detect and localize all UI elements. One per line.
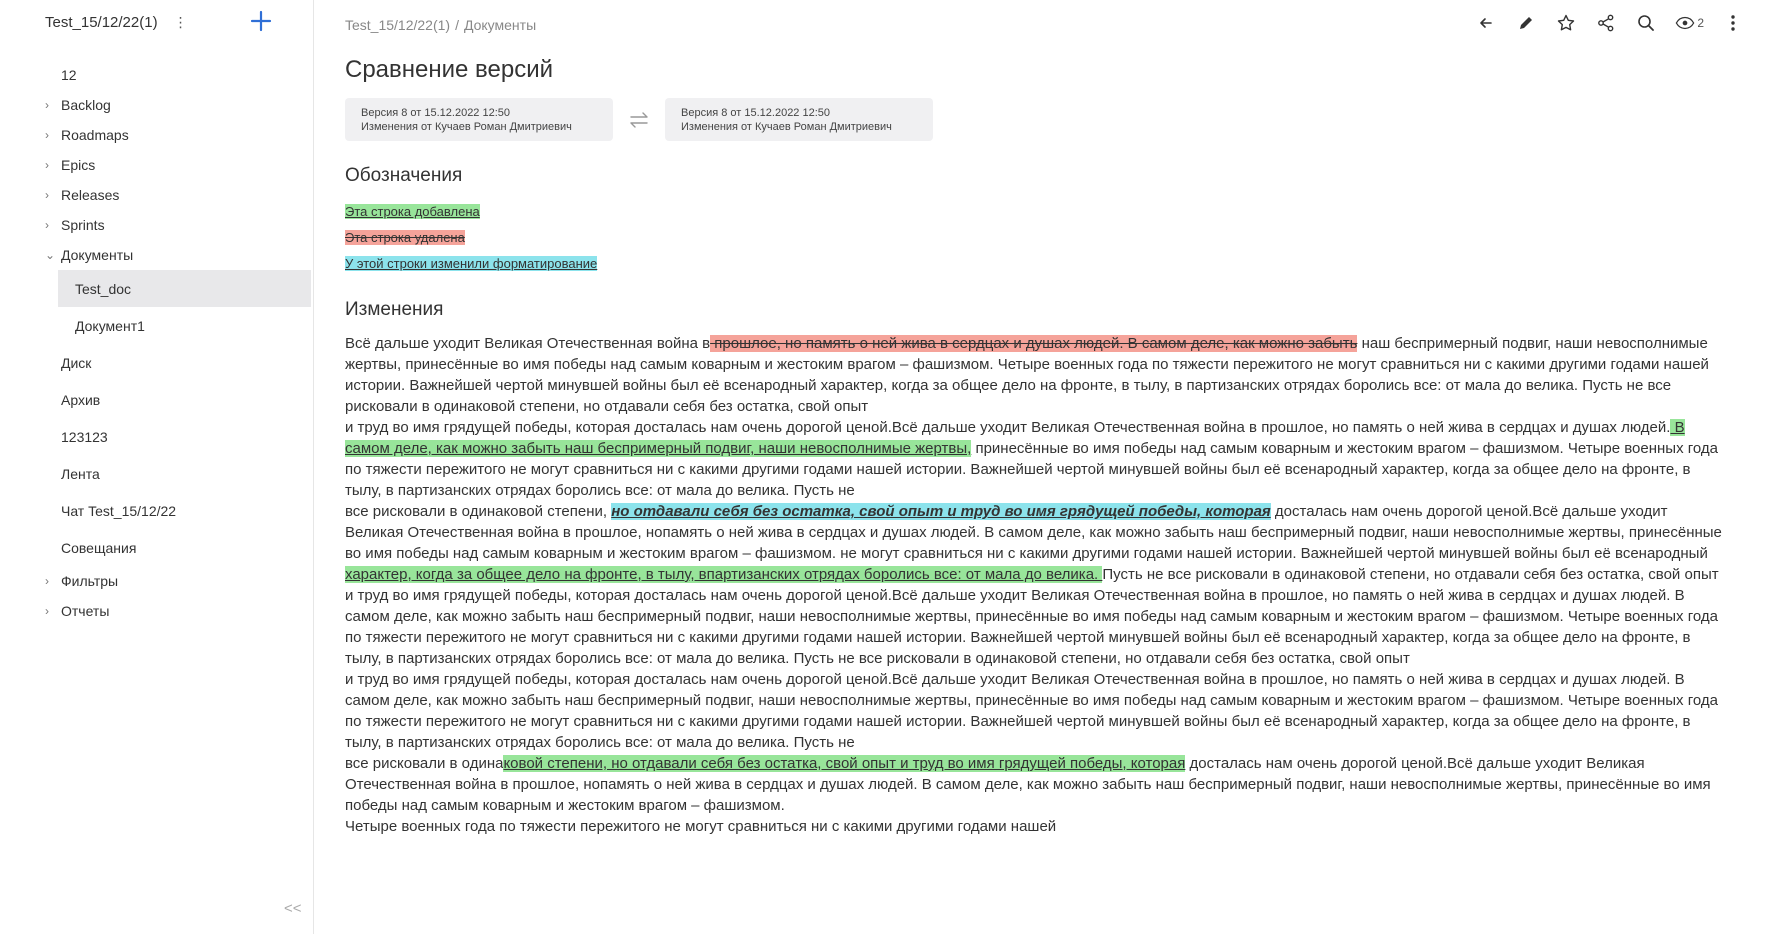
main-content bbox=[314, 0, 1774, 934]
diff-paragraph bbox=[345, 753, 1725, 816]
sidebar-item-reports[interactable] bbox=[0, 596, 313, 626]
sidebar-item-archive[interactable] bbox=[0, 381, 313, 418]
sidebar-nav bbox=[0, 44, 313, 626]
sidebar-item-chat[interactable] bbox=[0, 492, 313, 529]
diff-formatted: но отдавали себя без остатка, свой опыт и труд во имя грядущей победы, которая bbox=[611, 503, 1271, 520]
diff-text: Всё дальше уходит Великая Отечественная война в bbox=[345, 335, 711, 352]
legend-removed bbox=[345, 225, 1744, 251]
legend-title: Обозначения bbox=[345, 165, 463, 186]
eye-icon bbox=[1675, 15, 1695, 31]
version-left-line2: Изменения от Кучаев Роман Дмитриевич bbox=[361, 121, 572, 133]
swap-arrows-icon[interactable] bbox=[627, 108, 651, 132]
sidebar bbox=[0, 0, 314, 934]
diff-text: все рисковали в одинаковой степени, bbox=[345, 503, 612, 520]
project-menu-icon[interactable]: ⋮ bbox=[173, 13, 188, 30]
sidebar-item-label: Epics bbox=[61, 157, 96, 173]
diff-text: досталась нам очень дорогой ценой.Всё дальше уходит Великая Отечественная война в прошлое, нопамять о ней жива в сердцах и душах людей. В самом деле, как можно забыть наш беспримерный подвиг, наши невосполнимые жертвы, принесённые во имя победы над самым коварным и жестоким врагом – фашизмом. bbox=[345, 755, 1711, 814]
sidebar-header bbox=[0, 0, 313, 44]
search-icon[interactable] bbox=[1635, 12, 1657, 34]
version-left-line1: Версия 8 от 15.12.2022 12:50 bbox=[361, 107, 511, 119]
diff-text: наш беспримерный подвиг, наши невосполнимые жертвы, принесённые во имя победы над самым коварным и жестоким врагом – фашизмом. Четыре военных года по тяжести пережитого не могут сравниться ни с какими другими годами нашей истории. Важнейшей чертой минувшей войны был её всенародный характер, когда за общее дело на фронте, в тылу, в партизанских отрядах боролись все: от мала до велика. Пусть не все рисковали в одинаковой степени, но отдавали себя без остатка, свой опыт bbox=[345, 335, 1709, 415]
sidebar-item-test-doc[interactable] bbox=[58, 270, 311, 307]
page-title: Сравнение версий bbox=[345, 56, 554, 83]
sidebar-item-label: Лента bbox=[61, 465, 100, 482]
diff-text: досталась нам очень дорогой ценой.Всё дальше уходит Великая Отечественная война в прошлое, нопамять о ней жива в сердцах и душах людей. В самом деле, как можно забыть наш беспримерный подвиг, наши невосполнимые жертвы, принесённые во имя победы над самым коварным и жестоким врагом – фашизмом. не могут сравниться ни с какими другими годами нашей истории. Важнейшей чертой минувшей войны был её всенародный bbox=[345, 503, 1722, 562]
diff-paragraph bbox=[345, 417, 1725, 501]
add-icon[interactable] bbox=[248, 8, 274, 34]
legend-formatted bbox=[345, 251, 1744, 277]
sidebar-item-label: Диск bbox=[61, 354, 92, 371]
legend bbox=[345, 199, 1744, 277]
sidebar-item-label: Документ1 bbox=[75, 317, 145, 334]
sidebar-item-label: Фильтры bbox=[61, 573, 119, 589]
chevron-right-icon[interactable]: › bbox=[45, 574, 49, 588]
diff-text: Четыре военных года по тяжести пережитого не могут сравниться ни с какими другими годами нашей bbox=[345, 818, 1057, 835]
chevron-right-icon[interactable]: › bbox=[45, 604, 49, 618]
viewers-count: 2 bbox=[1697, 16, 1704, 30]
sidebar-item-disk[interactable] bbox=[0, 344, 313, 381]
sidebar-item-label: Backlog bbox=[61, 97, 111, 113]
project-title[interactable]: Test_15/12/22(1) bbox=[45, 13, 158, 31]
sidebar-item-label: Releases bbox=[61, 187, 120, 203]
chevron-right-icon[interactable]: › bbox=[45, 158, 49, 172]
diff-added: В самом деле, как можно забыть наш беспримерный подвиг, наши невосполнимые жертвы, bbox=[345, 419, 1685, 457]
legend-removed-text: Эта строка удалена bbox=[345, 230, 465, 245]
sidebar-item-label: Архив bbox=[61, 391, 101, 408]
diff-paragraph bbox=[345, 669, 1725, 753]
sidebar-item-12[interactable] bbox=[0, 60, 313, 90]
diff-text: все рисковали в одина bbox=[345, 755, 504, 772]
diff-text: и труд во имя грядущей победы, которая досталась нам очень дорогой ценой.Всё дальше уходит Великая Отечественная война в прошлое, но память о ней жива в сердцах и душах людей. bbox=[345, 419, 1671, 436]
sidebar-item-document1[interactable] bbox=[0, 307, 313, 344]
sidebar-item-documents[interactable] bbox=[0, 240, 313, 270]
sidebar-item-feed[interactable] bbox=[0, 455, 313, 492]
diff-text: принесённые во имя победы над самым коварным и жестоким врагом – фашизмом. Четыре военных года по тяжести пережитого не могут сравниться ни с какими другими годами нашей истории. Важнейшей чертой минувшей войны был её всенародный характер, когда за общее дело на фронте, в тылу, в партизанских отрядах боролись все: от мала до велика. Пусть не bbox=[345, 440, 1718, 499]
breadcrumb bbox=[345, 17, 536, 33]
chevron-right-icon[interactable]: › bbox=[45, 128, 49, 142]
edit-pencil-icon[interactable] bbox=[1515, 12, 1537, 34]
sidebar-item-releases[interactable] bbox=[0, 180, 313, 210]
changes-title: Изменения bbox=[345, 299, 444, 320]
version-left-card[interactable] bbox=[345, 98, 613, 141]
legend-added-text: Эта строка добавлена bbox=[345, 204, 480, 219]
sidebar-item-label: Документы bbox=[61, 247, 134, 263]
sidebar-item-sprints[interactable] bbox=[0, 210, 313, 240]
sidebar-item-meetings[interactable] bbox=[0, 529, 313, 566]
diff-text: Пусть не все рисковали в одинаковой степени, но отдавали себя без остатка, свой опыт и труд во имя грядущей победы, которая досталась нам очень дорогой ценой.Всё дальше уходит Великая Отечественная война в прошлое, но память о ней жива в сердцах и душах людей. В самом деле, как можно забыть наш беспримерный подвиг, наши невосполнимые жертвы, принесённые во имя победы над самым коварным и жестоким врагом – фашизмом. Четыре военных года по тяжести пережитого не могут сравниться ни с какими другими годами нашей истории. Важнейшей чертой минувшей войны был её всенародный характер, когда за общее дело на фронте, в тылу, в партизанских отрядах боролись все: от мала до велика. Пусть не все рисковали в одинаковой степени, но отдавали себя без остатка, свой опыт bbox=[345, 566, 1719, 667]
breadcrumb-project[interactable]: Test_15/12/22(1) bbox=[345, 17, 451, 33]
diff-removed: прошлое, но память о ней жива в сердцах и душах людей. В самом деле, как можно забыть bbox=[710, 335, 1358, 352]
sidebar-item-epics[interactable] bbox=[0, 150, 313, 180]
star-icon[interactable] bbox=[1555, 12, 1577, 34]
sidebar-item-label: Test_doc bbox=[75, 280, 132, 297]
diff-paragraph bbox=[345, 816, 1725, 837]
sidebar-item-roadmaps[interactable] bbox=[0, 120, 313, 150]
diff-paragraph bbox=[345, 333, 1725, 417]
topbar bbox=[345, 0, 1744, 50]
viewers-indicator[interactable] bbox=[1675, 15, 1704, 31]
back-arrow-icon[interactable] bbox=[1475, 12, 1497, 34]
diff-text: и труд во имя грядущей победы, которая досталась нам очень дорогой ценой.Всё дальше уходит Великая Отечественная война в прошлое, но память о ней жива в сердцах и душах людей. В самом деле, как можно забыть наш беспримерный подвиг, наши невосполнимые жертвы, принесённые во имя победы над самым коварным и жестоким врагом – фашизмом. Четыре военных года по тяжести пережитого не могут сравниться ни с какими другими годами нашей истории. Важнейшей чертой минувшей войны был её всенародный характер, когда за общее дело на фронте, в тылу, в партизанских отрядах боролись все: от мала до велика. Пусть не bbox=[345, 671, 1718, 751]
toolbar bbox=[1475, 12, 1744, 34]
chevron-right-icon[interactable]: › bbox=[45, 98, 49, 112]
chevron-right-icon[interactable]: › bbox=[45, 188, 49, 202]
more-vertical-icon[interactable] bbox=[1722, 12, 1744, 34]
version-right-line2: Изменения от Кучаев Роман Дмитриевич bbox=[681, 121, 892, 133]
sidebar-item-label: Roadmaps bbox=[61, 127, 129, 143]
version-right-card[interactable] bbox=[665, 98, 933, 141]
version-right-line1: Версия 8 от 15.12.2022 12:50 bbox=[681, 107, 831, 119]
version-selector bbox=[345, 98, 1744, 141]
sidebar-item-filters[interactable] bbox=[0, 566, 313, 596]
breadcrumb-documents[interactable]: Документы bbox=[463, 17, 537, 33]
diff-paragraph bbox=[345, 501, 1725, 669]
diff-added: ковой степени, но отдавали себя без остатка, свой опыт и труд во имя грядущей победы, которая bbox=[503, 755, 1186, 772]
sidebar-item-label: 123123 bbox=[61, 428, 108, 445]
sidebar-item-label: Отчеты bbox=[61, 603, 110, 619]
share-icon[interactable] bbox=[1595, 12, 1617, 34]
diff-content bbox=[345, 333, 1725, 837]
chevron-down-icon[interactable]: ⌄ bbox=[45, 248, 56, 262]
sidebar-item-label: Sprints bbox=[61, 217, 105, 233]
sidebar-item-label: 12 bbox=[61, 67, 77, 83]
sidebar-item-label: Совещания bbox=[61, 539, 137, 556]
legend-added bbox=[345, 199, 1744, 225]
sidebar-item-label: Чат Test_15/12/22 bbox=[61, 502, 177, 519]
chevron-right-icon[interactable]: › bbox=[45, 218, 49, 232]
collapse-sidebar-icon[interactable]: << bbox=[284, 900, 302, 917]
sidebar-item-123123[interactable] bbox=[0, 418, 313, 455]
legend-formatted-text: У этой строки изменили форматирование bbox=[345, 256, 598, 271]
sidebar-item-backlog[interactable] bbox=[0, 90, 313, 120]
diff-added: характер, когда за общее дело на фронте, в тылу, впартизанских отрядах боролись все: от мала до велика. bbox=[345, 566, 1103, 583]
breadcrumb-separator: / bbox=[455, 17, 459, 33]
